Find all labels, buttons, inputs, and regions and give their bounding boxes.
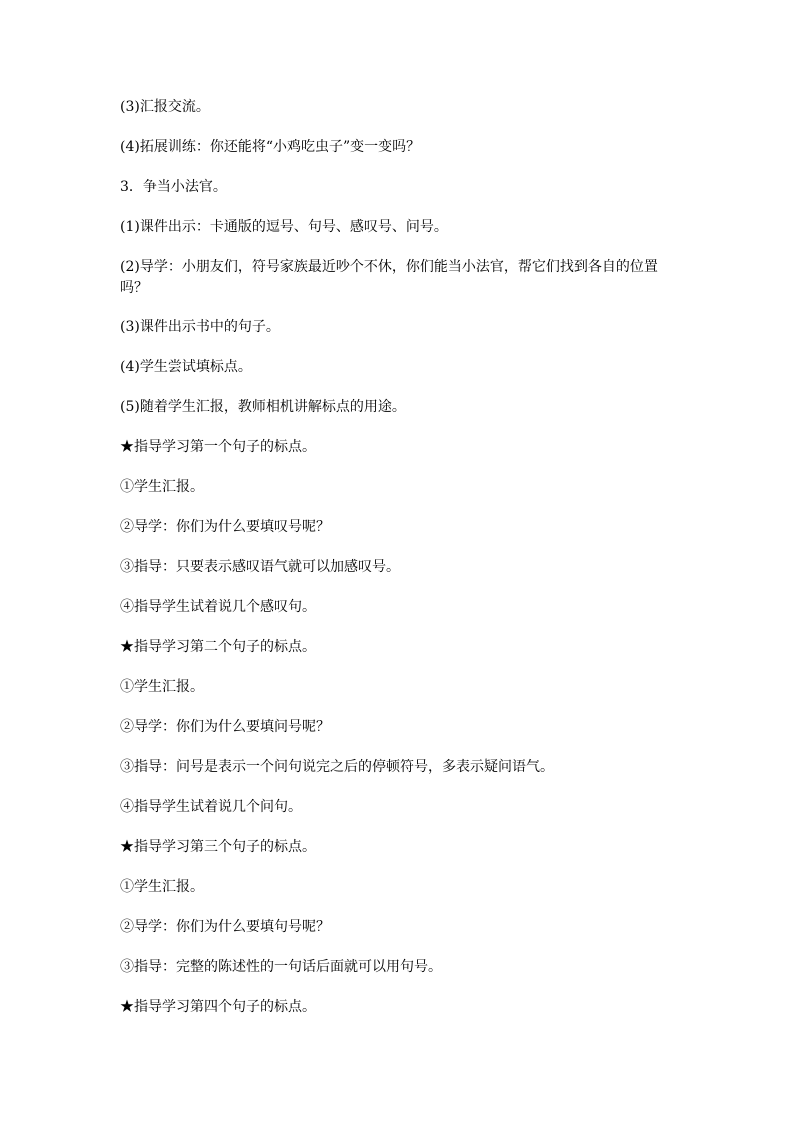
paragraph: ②导学：你们为什么要填问号呢？ (120, 719, 330, 735)
paragraph: 3．争当小法官。 (120, 179, 227, 195)
paragraph: ★指导学习第三个句子的标点。 (120, 839, 316, 855)
paragraph: ★指导学习第一个句子的标点。 (120, 439, 316, 455)
paragraph: (2)导学：小朋友们，符号家族最近吵个不休，你们能当小法官，帮它们找到各自的位置吗？ (120, 259, 658, 296)
paragraph: (1)课件出示：卡通版的逗号、句号、感叹号、问号。 (120, 219, 448, 235)
paragraph: ★指导学习第四个句子的标点。 (120, 999, 316, 1015)
paragraph: (3)汇报交流。 (120, 99, 210, 115)
paragraph: ②导学：你们为什么要填句号呢？ (120, 919, 330, 935)
paragraph: ★指导学习第二个句子的标点。 (120, 639, 316, 655)
paragraph: ①学生汇报。 (120, 479, 204, 495)
paragraph: ④指导学生试着说几个问句。 (120, 799, 302, 815)
paragraph: (5)随着学生汇报，教师相机讲解标点的用途。 (120, 399, 406, 415)
paragraph: (4)学生尝试填标点。 (120, 359, 252, 375)
paragraph: ①学生汇报。 (120, 879, 204, 895)
paragraph: ③指导：只要表示感叹语气就可以加感叹号。 (120, 559, 400, 575)
paragraph: ②导学：你们为什么要填叹号呢？ (120, 519, 330, 535)
paragraph: ③指导：完整的陈述性的一句话后面就可以用句号。 (120, 959, 442, 975)
paragraph: (4)拓展训练：你还能将“小鸡吃虫子”变一变吗？ (120, 139, 421, 155)
paragraph: ④指导学生试着说几个感叹句。 (120, 599, 316, 615)
paragraph: ③指导：问号是表示一个问句说完之后的停顿符号，多表示疑问语气。 (120, 759, 554, 775)
paragraph: (3)课件出示书中的句子。 (120, 319, 280, 335)
document-page (120, 97, 680, 1037)
paragraph: ①学生汇报。 (120, 679, 204, 695)
